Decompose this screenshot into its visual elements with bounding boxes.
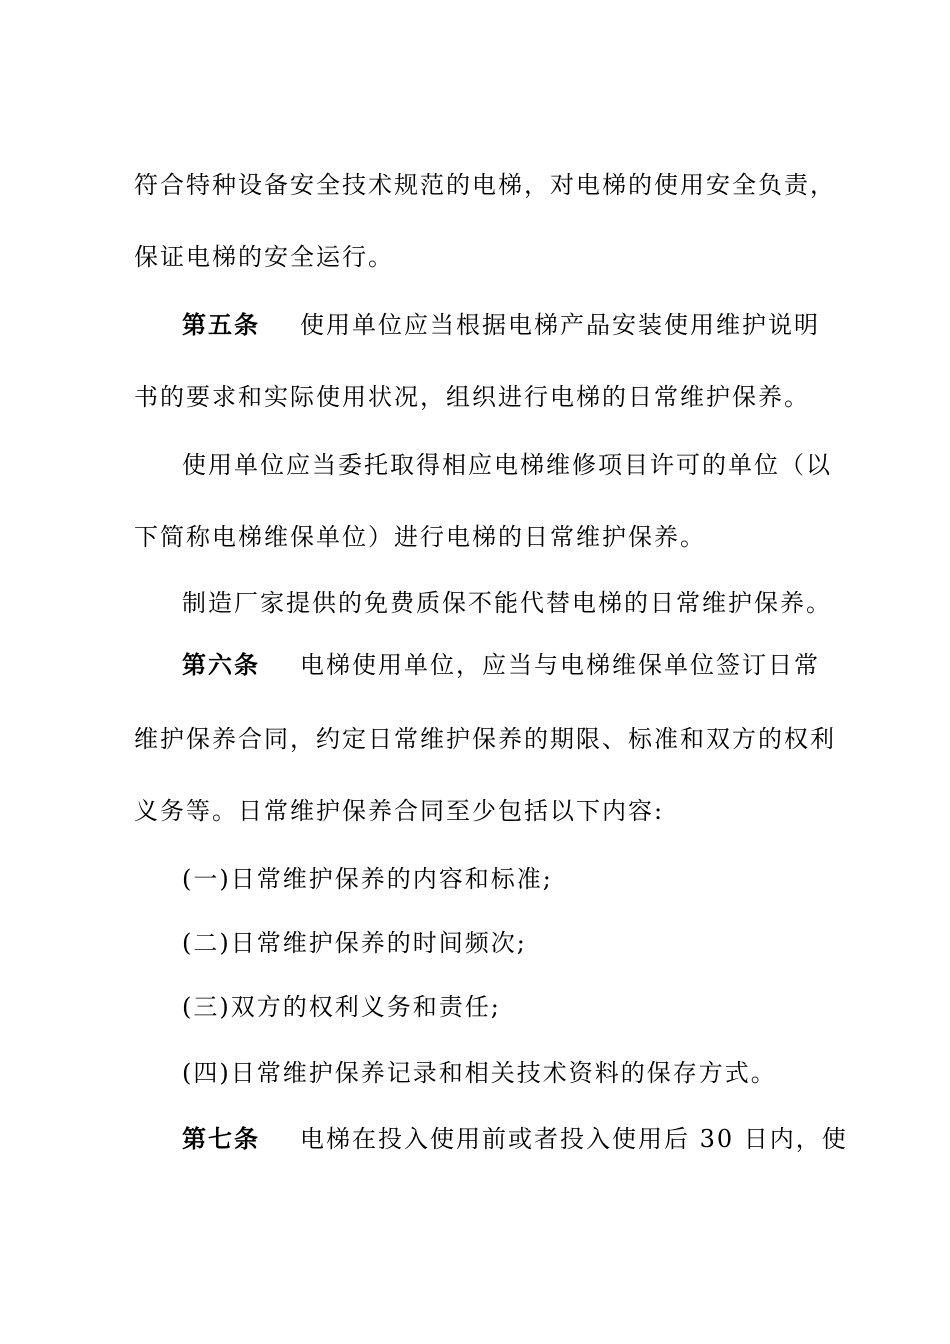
article-7-line xyxy=(182,1124,848,1154)
paragraph-line xyxy=(134,724,834,754)
list-item xyxy=(182,992,832,1022)
list-item xyxy=(182,1058,832,1088)
paragraph-line xyxy=(182,588,832,618)
line-text: 下简称电梯维保单位）进行电梯的日常维护保养。 xyxy=(134,523,706,551)
paragraph-line xyxy=(134,796,834,826)
line-text: 电梯使用单位，应当与电梯维保单位签订日常 xyxy=(300,651,820,679)
paragraph-line xyxy=(134,242,834,272)
line-text: 义务等。日常维护保养合同至少包括以下内容: xyxy=(134,797,665,825)
list-item xyxy=(182,928,832,958)
line-text: 制造厂家提供的免费质保不能代替电梯的日常维护保养。 xyxy=(182,589,832,617)
paragraph-line xyxy=(134,522,834,552)
article-number: 第五条 xyxy=(182,311,260,339)
line-text: 符合特种设备安全技术规范的电梯，对电梯的使用安全负责， xyxy=(134,171,836,199)
line-text: 使用单位应当根据电梯产品安装使用维护说明 xyxy=(300,311,820,339)
line-text: 电梯在投入使用前或者投入使用后 30 日内，使 xyxy=(300,1125,848,1153)
line-text: (四)日常维护保养记录和相关技术资料的保存方式。 xyxy=(182,1059,777,1087)
line-text: 使用单位应当委托取得相应电梯维修项目许可的单位（以 xyxy=(182,451,832,479)
line-text: (一)日常维护保养的内容和标准; xyxy=(182,865,553,893)
paragraph-line xyxy=(134,382,834,412)
line-text: (二)日常维护保养的时间频次; xyxy=(182,929,527,957)
article-6-line xyxy=(182,650,832,680)
article-number: 第七条 xyxy=(182,1125,260,1153)
list-item xyxy=(182,864,832,894)
paragraph-line xyxy=(134,170,834,200)
line-text: (三)双方的权利义务和责任; xyxy=(182,993,501,1021)
article-5-line xyxy=(182,310,832,340)
line-text: 书的要求和实际使用状况，组织进行电梯的日常维护保养。 xyxy=(134,383,810,411)
paragraph-line xyxy=(182,450,832,480)
line-text: 维护保养合同，约定日常维护保养的期限、标准和双方的权利 xyxy=(134,725,836,753)
article-number: 第六条 xyxy=(182,651,260,679)
line-text: 保证电梯的安全运行。 xyxy=(134,243,394,271)
